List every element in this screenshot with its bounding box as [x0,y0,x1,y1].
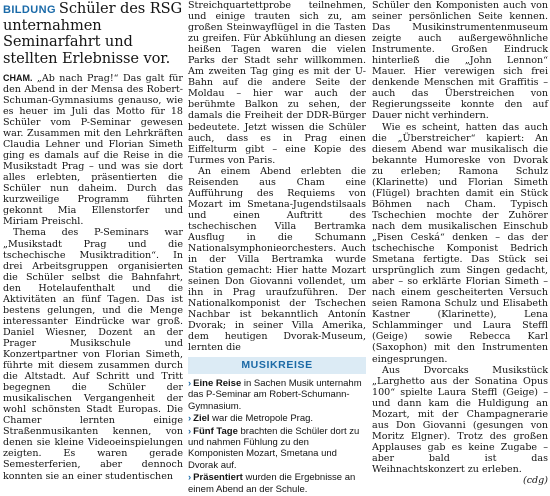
info-box-item [188,378,366,412]
info-item-text: wurden die Ergebnisse an einem Abend an der Schule. [188,472,356,495]
dateline: CHAM. [3,72,33,83]
paragraph: Wie es scheint, hatten das auch die „Überstreicher“ kapiert: An diesem Abend war musikalisch die bekannte Humoreske von Dvorak zu erleben; Ramona Schulz (Klarinette) und Florian Simeth (Flügel) brachten damit ein Stück Böhmen nach Cham. Typisch Tschechien mochte der Zuhörer nach dem musikalischen Einschub „Pisen Ceská“ denken – das der tschechische Komponist Bedrich Smetana fertigte. Das Stück sei ursprünglich zum Singen gedacht, aber – so erklärte Florian Simeth – nach einem gescheiterten Versuch seien Ramona Schulz und Elisabeth Kastner (Klarinette), Lena Schlamminger und Laura Steffl (Geige) sowie Rebecca Karl (Saxophon) mit den Instrumenten eingesprungen. [372,121,548,365]
info-item-text: brachten die Schüler dort zu und nahmen Fühlung zu den Komponisten Mozart, Smetana und Dvorak auf. [188,425,360,471]
info-item-text: war die Metropole Prag. [209,413,314,425]
info-box-title: MUSIKREISE [188,357,366,374]
chevron-right-icon: › [188,377,192,389]
paragraph: Streichquartettprobe teilnehmen, und einige trauten sich zu, am großen Steinwayflügel in die Tasten zu greifen. Für Abkühlung an diesen heißen Tagen waren die vielen Parks der Stadt sehr willkommen. Am zweiten Tag ging es mit der U-Bahn auf die andere Seite der Moldau – hier war auch der berühmte Balkon zu sehen, der damals die Freiheit der DDR-Bürger bedeutete. Jetzt wissen die Schüler auch, dass es in Prag einen Eiffelturm gibt – eine Kopie des Turmes von Paris. [188,0,366,166]
info-item-lead: Fünf Tage [193,425,238,437]
article-column-2 [188,0,366,496]
rubric-label: BILDUNG [3,4,56,16]
headline-block [3,1,183,67]
info-box [188,357,366,495]
info-box-item [188,426,366,472]
info-item-lead: Ziel [193,413,210,425]
article-column-3 [372,0,548,486]
paragraph [3,73,183,228]
paragraph: An einem Abend erlebten die Reisenden aus Cham eine Aufführung des Requiems von Mozart im Smetana-Jugendstilsaals und einen Auftritt des tschechischen Villa Bertramka Ausflug in die Schumann Nationalsymphonieorchesters. Auch in der Villa Bertramka wurde Station gemacht: Hier hatte Mozart seinen Don Giovanni vollendet, um ihn in Prag uraufzuführen. Der Nationalkomponist der Tschechen Nachbar ist bekanntlich Antonín Dvorak; in seiner Villa Amerika, dem heutigen Dvorak-Museum, lernten die [188,165,366,354]
author-signature: (cdg) [522,475,548,487]
headline: Schüler des RSG unternahmen Seminarfahrt und stellten Erlebnisse vor. [3,0,183,67]
paragraph-text: „Ab nach Prag!“ Das galt für den Abend in der Mensa des Robert-Schuman-Gymnasiums genauso, wie es heuer im Juli das Motto für 18 Schüler vom P-Seminar gewesen war. Zusammen mit den Lehrkräften Claudia Lehner und Florian Simeth ging es damals auf die Reise in die Musikstadt Prag – und was sie dort alles erlebten, präsentierten die Schüler nun daheim. Durch das kurzweilige Programm führten gekonnt Mia Ellenstorfer und Miriam Preischl. [3,72,183,228]
info-box-item [188,413,366,424]
info-box-item [188,472,366,495]
chevron-right-icon: › [188,413,192,425]
paragraph: Thema des P-Seminars war „Musikstadt Prag und die tschechische Musiktradition“. In drei Arbeitsgruppen organisierten die Schüler selbst die Bahnfahrt, den Hotelaufenthalt und die Aktivitäten an fünf Tagen. Das ist bestens gelungen, und die Menge interessanter Eindrücke war groß. Daniel Wiesner, Dozent an der Prager Musikschule und Konzertpartner von Florian Simeth, führte mit diesem zusammen durch die Altstadt. Auf Schritt und Tritt begegnen die Schüler der musikalischen Vergangenheit der wohl schönsten Stadt Europas. Die Chamer lernten einige Straßenmusikanten kennen, von denen sie kleine Videoeinspielungen zeigten. Es waren gerade Semesterferien, aber dennoch konnten sie an einer studentischen [3,227,183,482]
paragraph: Aus Dvorcaks Musikstück „Larghetto aus der Sonatina Opus 100“ spielte Laura Steffl (Geige) – und dann kam die Huldigung an Mozart, mit der Champagnerarie aus Don Giovanni (gesungen von Moritz Elgner). Trotz des großen Applauses gab es keine Zugabe – aber bald ist das Weihnachtskonzert zu erleben. [372,364,548,475]
chevron-right-icon: › [188,425,192,437]
info-item-lead: Präsentiert [193,472,243,484]
info-item-lead: Eine Reise [193,377,242,389]
chevron-right-icon: › [188,472,192,484]
paragraph: Schüler den Komponisten auch von seiner persönlichen Seite kennen. Das Musikinstrumentenmuseum zeigte auch außergewöhnliche Instrumente. Großen Eindruck hinterließ die „John Lennon“ Mauer. Hier verewigen sich frei denkende Menschen mit Graffitis – auch das Überstreichen von Regierungsseite konnte den auf Dauer nicht verhindern. [372,0,548,122]
info-item-text: in Sachen Musik unternahm das P-Seminar am Robert-Schumann-Gymnasium. [188,377,362,412]
article-column-1 [3,0,183,482]
